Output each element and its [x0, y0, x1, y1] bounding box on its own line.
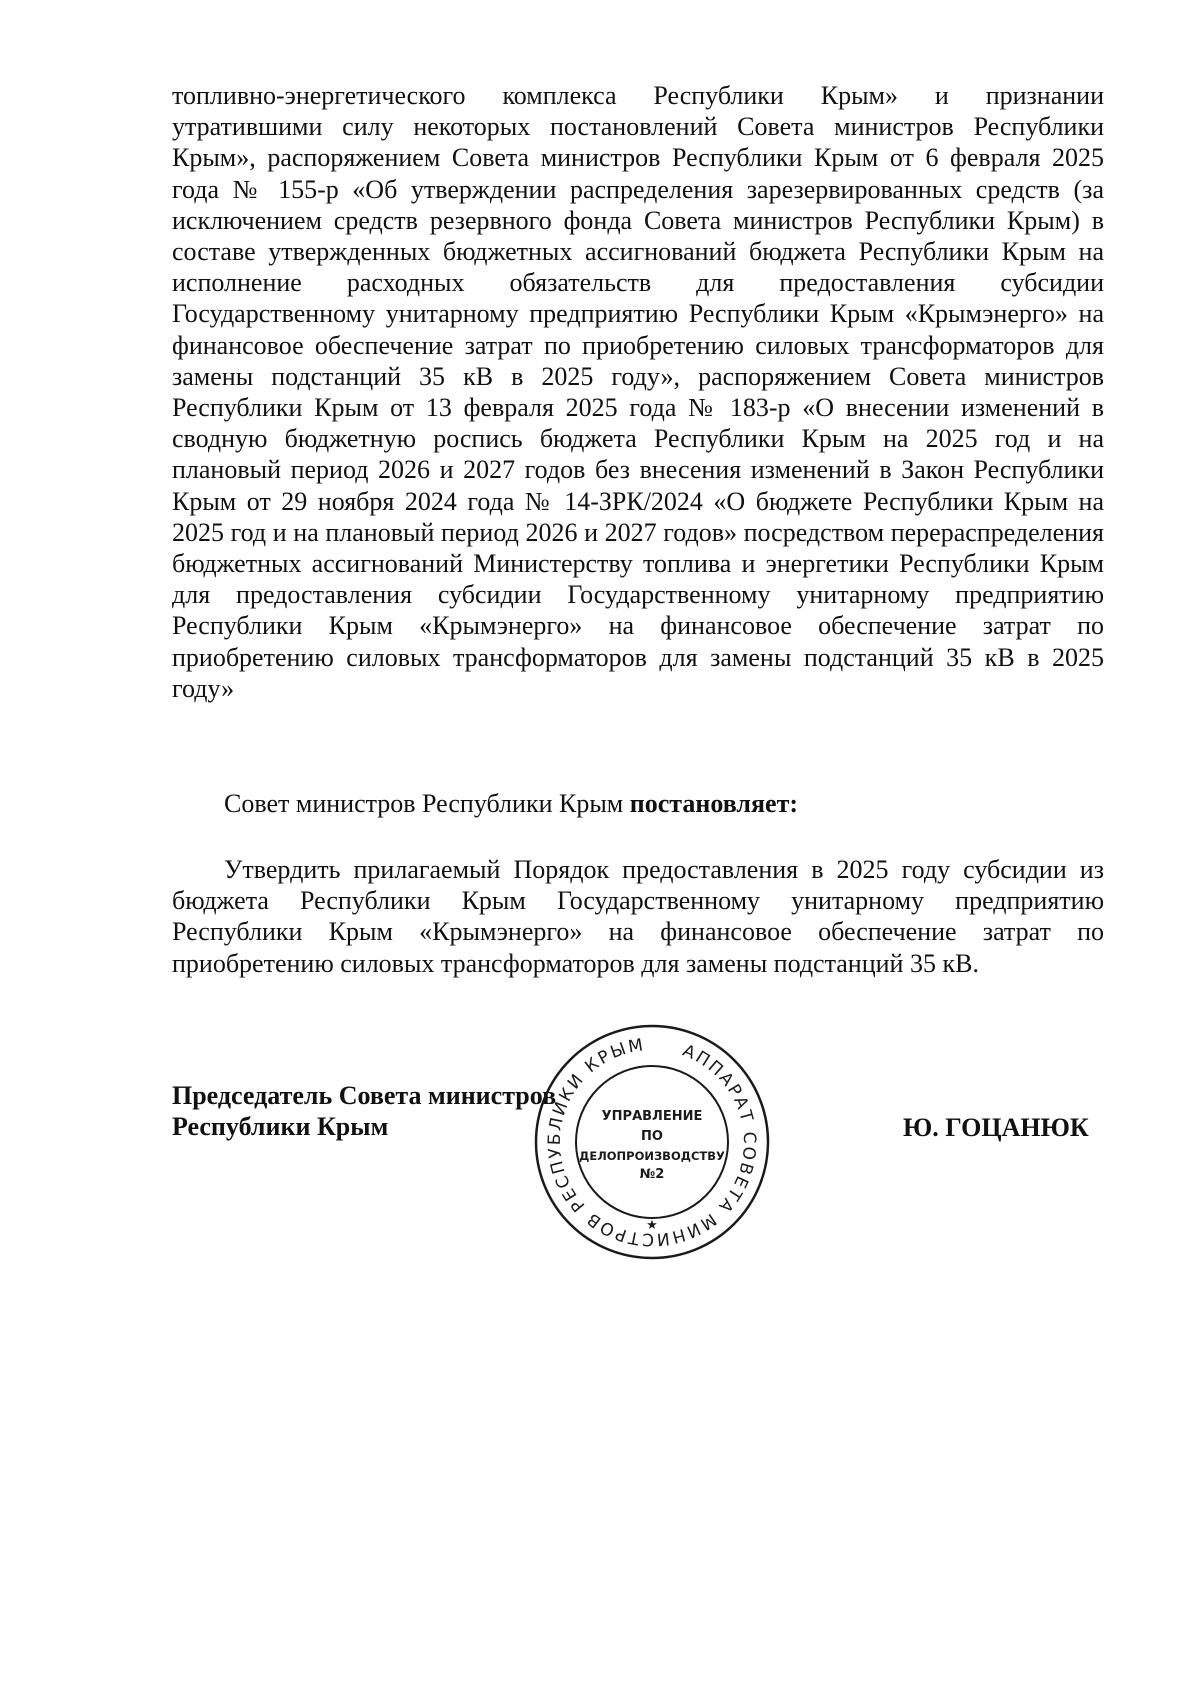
intro-paragraph: топливно-энергетического комплекса Республики Крым» и признании утратившими силу некоторых постановлений Совета министров Республики Крым», распоряжением Совета министров Республики Крым от 6 февраля 2025 года № 155-р «Об утверждении распределения зарезервированных средств (за исключением средств резервного фонда Совета министров Республики Крым) в составе утвержденных бюджетных ассигнований бюджета Республики Крым на исполнение расходных обязательств для предоставления субсидии Государственному унитарному предприятию Республики Крым «Крымэнерго» на финансовое обеспечение затрат по приобретению силовых трансформаторов для замены подстанций 35 кВ в 2025 году», распоряжением Совета министров Республики Крым от 13 февраля 2025 года № 183-р «О внесении изменений в сводную бюджетную роспись бюджета Республики Крым на 2025 год и на плановый период 2026 и 2027 годов без внесения изменений в Закон Республики Крым от 29 ноября 2024 года № 14-ЗРК/2024 «О бюджете Республики Крым на 2025 год и на плановый период 2026 и 2027 годов» посредством перераспределения бюджетных ассигнований Министерству топлива и энергетики Республики Крым для предоставления субсидии Государственному унитарному предприятию Республики Крым «Крымэнерго» на финансовое обеспечение затрат по приобретению силовых трансформаторов для замены подстанций 35 кВ в 2025 году» — [172, 81, 1104, 703]
resolution-paragraph: Утвердить прилагаемый Порядок предоставления в 2025 году субсидии из бюджета Республики Крым Государственному унитарному предприятию Республики Крым «Крымэнерго» на финансовое обеспечение затрат по приобретению силовых трансформаторов для замены подстанций 35 кВ. — [172, 855, 1104, 978]
signatory-position-line2: Республики Крым — [172, 1112, 389, 1141]
decree-verb: постановляет: — [629, 789, 799, 818]
stamp-center-line3: ДЕЛОПРОИЗВОДСТВУ — [579, 1149, 725, 1163]
signatory-position — [172, 1080, 556, 1142]
stamp-ring-text: АППАРАТ СОВЕТА МИНИСТРОВ РЕСПУБЛИКИ КРЫМ — [544, 1035, 760, 1250]
signatory-position-line1: Председатель Совета министров — [172, 1081, 557, 1110]
stamp-center-line1: УПРАВЛЕНИЕ — [601, 1109, 703, 1124]
stamp-center-line2: ПО — [641, 1129, 663, 1144]
decree-line — [172, 788, 1104, 819]
official-stamp — [532, 1022, 772, 1262]
stamp-star-icon: ★ — [646, 1218, 658, 1233]
decree-subject: Совет министров Республики Крым — [224, 789, 624, 818]
stamp-center-line4: №2 — [639, 1167, 665, 1182]
signatory-name: Ю. ГОЦАНЮК — [903, 1113, 1089, 1142]
